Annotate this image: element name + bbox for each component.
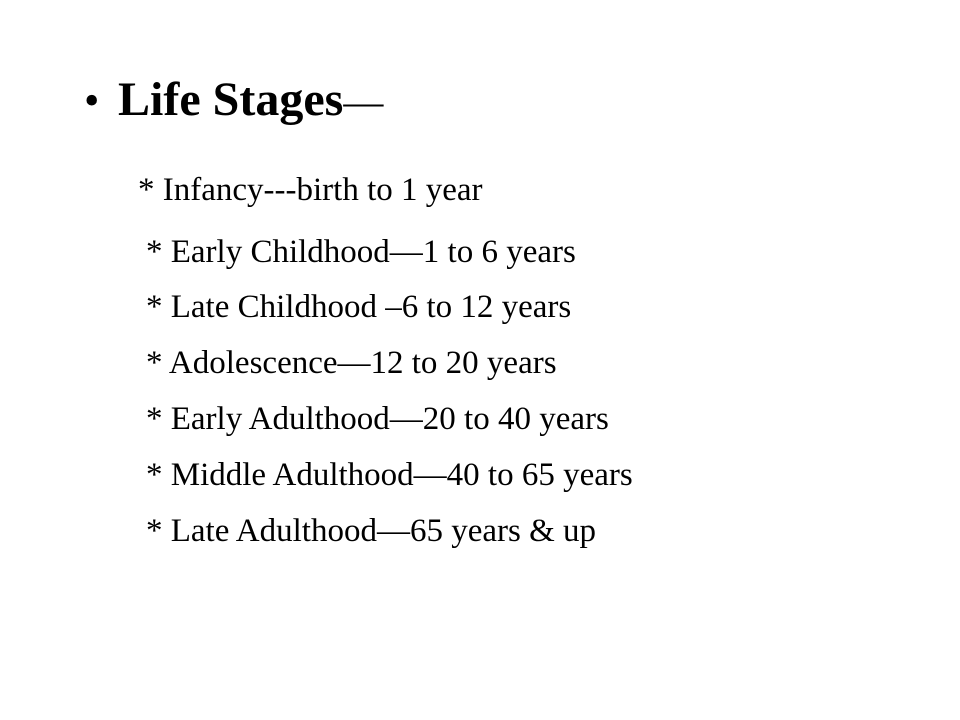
stage-early-childhood: * Early Childhood—1 to 6 years [146, 234, 576, 270]
stage-adolescence: * Adolescence—12 to 20 years [146, 345, 557, 381]
stage-middle-adulthood: * Middle Adulthood—40 to 65 years [146, 457, 633, 493]
stage-early-adulthood: * Early Adulthood—20 to 40 years [146, 401, 609, 437]
stage-late-adulthood: * Late Adulthood—65 years & up [146, 513, 597, 549]
slide-title: Life Stages [118, 73, 344, 126]
stage-infancy: * Infancy---birth to 1 year [138, 172, 483, 208]
bullet-icon: • [84, 76, 100, 125]
stage-late-childhood: * Late Childhood –6 to 12 years [146, 289, 572, 325]
heading-line [84, 72, 383, 127]
title-dash: — [343, 79, 384, 124]
